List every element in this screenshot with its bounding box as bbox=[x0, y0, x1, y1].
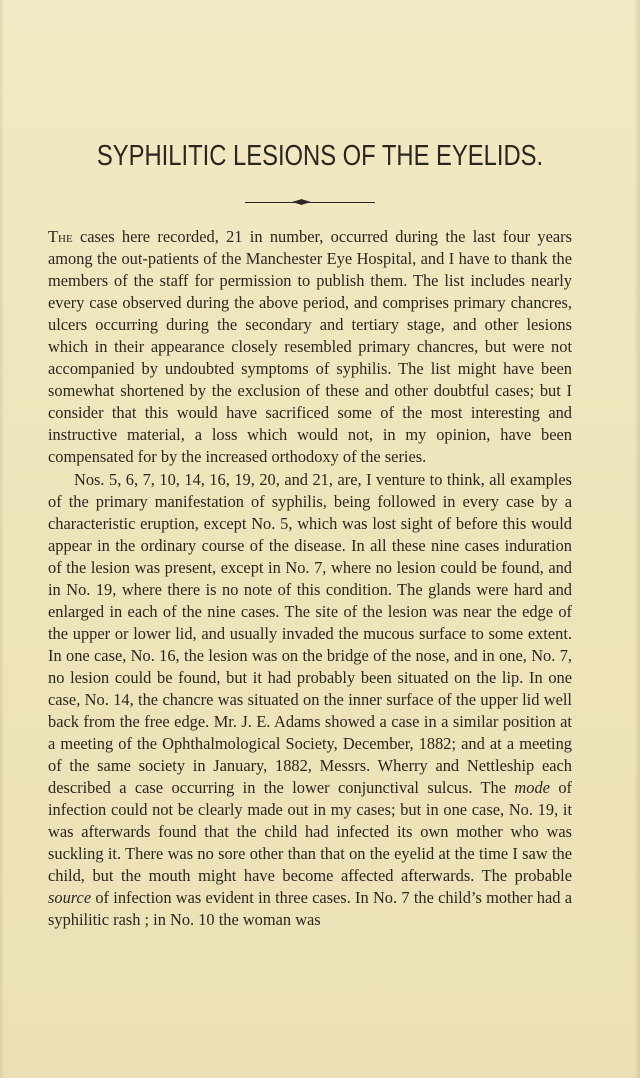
emphasis-source: source bbox=[48, 888, 92, 908]
page-left-shadow bbox=[0, 0, 4, 1078]
rule-ornament-right bbox=[301, 199, 311, 205]
paragraph-2-text-a: Nos. 5, 6, 7, 10, 14, 16, 19, 20, and 21, are, I venture to think, all examples of the primary manifestation of syphilis, being followed in every case by a characteristic eruption, except No. 5, which was lost sight of before this would appear in the ordinary course of the disease. In all these nine cases induration of the lesion was present, except in No. 7, where no lesion could be found, and in No. 19, where there is no note of this condition. The glands were hard and enlarged in each of the nine cases. The site of the lesion was near the edge of the upper or lower lid, and usually invaded the mucous surface to some extent. In one case, No. 16, the lesion was on the bridge of the nose, and in one, No. 7, no lesion could be found, but it had probably been situated on the lip. In one case, No. 14, the chancre was situated on the inner surface of the upper lid well back from the free edge. Mr. J. E. Adams showed a case in a similar position at a meeting of the Ophthalmological Society, December, 1882; and at a meeting of the same society in January, 1882, Messrs. Wherry and Nettleship each described a case occurring in the lower conjunctival sulcus. The bbox=[48, 469, 572, 798]
paragraph-lead-word: The bbox=[48, 227, 73, 246]
paragraph-2 bbox=[48, 469, 572, 932]
emphasis-mode: mode bbox=[514, 778, 550, 798]
page-title: SYPHILITIC LESIONS OF THE EYELIDS. bbox=[96, 140, 544, 172]
paragraph-2-text-c: of infection was evident in three cases. In No. 7 the child’s mother had a syphilitic rash ; in No. 10 the woman was bbox=[48, 888, 572, 930]
paragraph-1 bbox=[48, 226, 572, 469]
paragraph-1-text: cases here recorded, 21 in number, occurred during the last four years among the out-patients of the Manchester Eye Hospital, and I have to thank the members of the staff for permission to publish them. The list includes nearly every case observed during the above period, and comprises primary chancres, ulcers occurring during the secondary and tertiary stage, and other lesions which in their appearance closely resembled primary chancres, but were not accompanied by undoubted symptoms of syphilis. The list might have been somewhat shortened by the exclusion of these and other doubtful cases; but I consider that this would have sacrificed some of the most interesting and instructive material, a loss which would not, in my opinion, have been compensated for by the increased orthodoxy of the series. bbox=[48, 227, 572, 467]
page-right-shadow bbox=[634, 0, 640, 1078]
paragraph-2-text-b: of infection could not be clearly made out in my cases; but in one case, No. 19, it was afterwards found that the child had infected its own mother who was suckling it. There was no sore other than that on the eyelid at the time I saw the child, but the mouth might have become affected afterwards. The probable bbox=[48, 778, 572, 886]
body-text bbox=[48, 226, 572, 932]
